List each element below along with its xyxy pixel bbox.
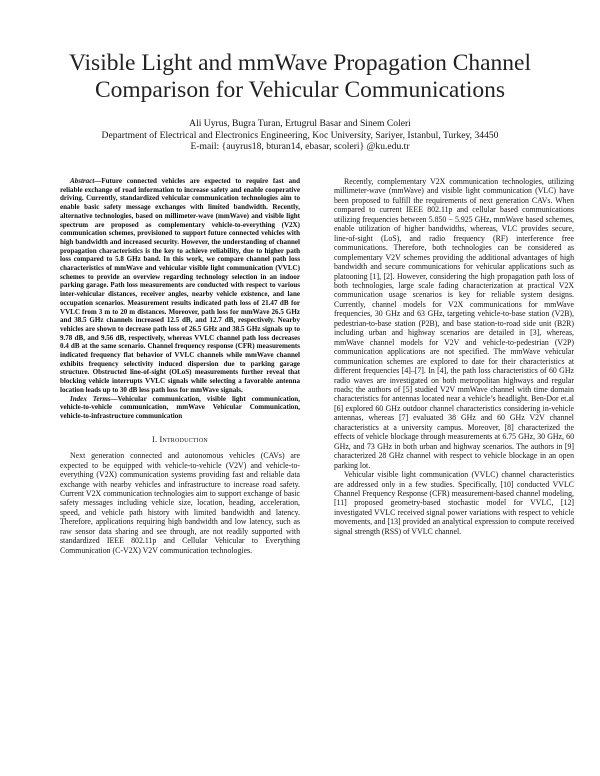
title-line-1: Visible Light and mmWave Propagation Channel xyxy=(68,50,532,76)
abstract xyxy=(60,177,300,395)
author-names: Ali Uyrus, Bugra Turan, Ertugrul Basar and Sinem Coleri xyxy=(189,118,411,129)
section-number: I. xyxy=(152,434,158,444)
index-terms-text: —Vehicular communication, visible light communication, vehicle-to-vehicle communication, mmWave Vehicular Communication, vehicle-to-infrastructure communication xyxy=(60,394,300,420)
left-column xyxy=(60,177,300,555)
email-line: E-mail: {auyrus18, bturan14, ebasar, scoleri} @ku.edu.tr xyxy=(190,141,410,153)
intro-paragraph-2: Recently, complementary V2X communication technologies, utilizing millimeter-wave (mmWave) and visible light communication (VLC) have been proposed to fulfill the requirements of next generation CAVs. When compared to current IEEE 802.11p and cellular based communications utilizing frequencies between 5.850 − 5.925 GHz, mmWave based schemes, enable utilization of higher bandwidths, whereas, VLC provides secure, line-of-sight (LoS), and radio frequency (RF) interference free communications. Therefore, both technologies can be considered as complementary V2V schemes providing the additional advantages of high bandwidth and secure communications for vehicular applications such as platooning [1], [2]. However, considering the high propagation path loss of both technologies, large scale fading characterization at practical V2X communication usage scenarios is key for reliable system designs. Currently, channel models for V2X communications for mmWave frequencies, 30 GHz and 63 GHz, targeting vehicle-to-base station (V2B), pedestrian-to-base station (P2B), and base station-to-road side unit (B2R) including urban and highway scenarios are detailed in [3], whereas, mmWave channel models for V2V and vehicle-to-pedestrian (V2P) communication applications are not specified. The mmWave vehicular communication schemes are explored to date for their characteristics at different frequencies [4]–[7]. In [4], the path loss characteristics of 60 GHz radio waves are investigated on both metropolitan highways and regular roads; the authors of [5] studied V2V mmWave channel with time domain characteristics for antennas located near a vehicle’s headlight. Ben-Dor et.al [6] explored 60 GHz outdoor channel characteristics considering in-vehicle antennas, whereas [7] evaluated 38 GHz and 60 GHz V2V channel characteristics at a university campus. Moreover, [8] characterized the effects of vehicle blockage through measurements at 6.75 GHz, 30 GHz, 60 GHz, and 73 GHz in both urban and highway scenarios. The authors in [9] characterized 28 GHz channel with respect to vehicle blockage in an open parking lot. xyxy=(334,177,574,470)
affiliation: Department of Electrical and Electronics Engineering, Koc University, Sariyer, Istanbul, Turkey, 34450 xyxy=(101,129,499,141)
index-terms xyxy=(60,395,300,421)
section-heading xyxy=(60,435,300,444)
section-title: Introduction xyxy=(159,434,208,444)
index-terms-lead: Index Terms xyxy=(70,394,111,403)
abstract-lead: Abstract xyxy=(70,177,95,185)
author-block xyxy=(40,118,560,153)
abstract-text: —Future connected vehicles are expected to require fast and reliable exchange of road information to increase safety and enable cooperative driving. Currently, standardized vehicular communication technologies aim to enable basic safety message exchanges with limited bandwidth. Recently, alternative technologies, based on millimeter-wave (mmWave) and visible light spectrum are proposed as complementary vehicle-to-everything (V2X) communication schemes, provisioned to support future connected vehicles with high bandwidth and increased security. However, the understanding of channel propagation characteristics is the key to achieve reliability, due to higher path loss compared to 5.8 GHz band. In this work, we compare channel path loss characteristics of mmWave and vehicular visible light communication (VVLC) schemes to provide an overview regarding technology selection in an indoor parking garage. Path loss measurements are conducted with respect to various inter-vehicular distances, receiver angles, nearby vehicle existence, and lane occupation scenarios. Measurement results indicated path loss of 21.47 dB for VVLC from 3 m to 20 m distances. Moreover, path loss for mmWave 26.5 GHz and 38.5 GHz channels increased 12.5 dB, and 12.7 dB, respectively. Nearby vehicles are shown to decrease path loss of 26.5 GHz and 38.5 GHz signals up to 9.78 dB, and 9.56 dB, respectively, whereas VVLC channel path loss decreases 0.4 dB at the same scenario. Channel frequency response (CFR) measurements indicated frequency flat behavior of VVLC channels while mmWave channel exhibits frequency selectivity induced dispersion due to parking garage structure. Obstructed line-of-sight (OLoS) measurements further reveal that blocking vehicle interrupts VVLC signals while selecting a favorable antenna location leads up to 30 dB less path loss for mmWave signals. xyxy=(60,177,300,394)
paper-title xyxy=(40,50,560,104)
title-line-2: Comparison for Vehicular Communications xyxy=(94,77,506,103)
intro-paragraph-3: Vehicular visible light communication (VVLC) channel characteristics are addressed only in a few studies. Specifically, [10] conducted VVLC Channel Frequency Response (CFR) measurement-based channel modeling, [11] proposed geometry-based stochastic model for VVLC, [12] investigated VVLC received signal power variations with respect to vehicle movements, and [13] provided an analytical expression to compute received signal strength (RSS) of VVLC channel. xyxy=(334,470,574,536)
right-column xyxy=(334,177,574,536)
intro-paragraph-1: Next generation connected and autonomous vehicles (CAVs) are expected to be equipped with vehicle-to-vehicle (V2V) and vehicle-to-everything (V2X) communication systems providing fast and reliable data exchange with nearby vehicles and infrastructure to increase road safety. Current V2X communication technologies aim to support exchange of basic safety messages including vehicle size, location, heading, acceleration, speed, and vehicle path history with limited bandwidth and latency. Therefore, applications requiring high bandwidth and low latency, such as raw sensor data sharing and see through, are not readily supported with standardized IEEE 802.11p and Cellular Vehicular to Everything Communication (C-V2X) V2V communication technologies. xyxy=(60,451,300,555)
